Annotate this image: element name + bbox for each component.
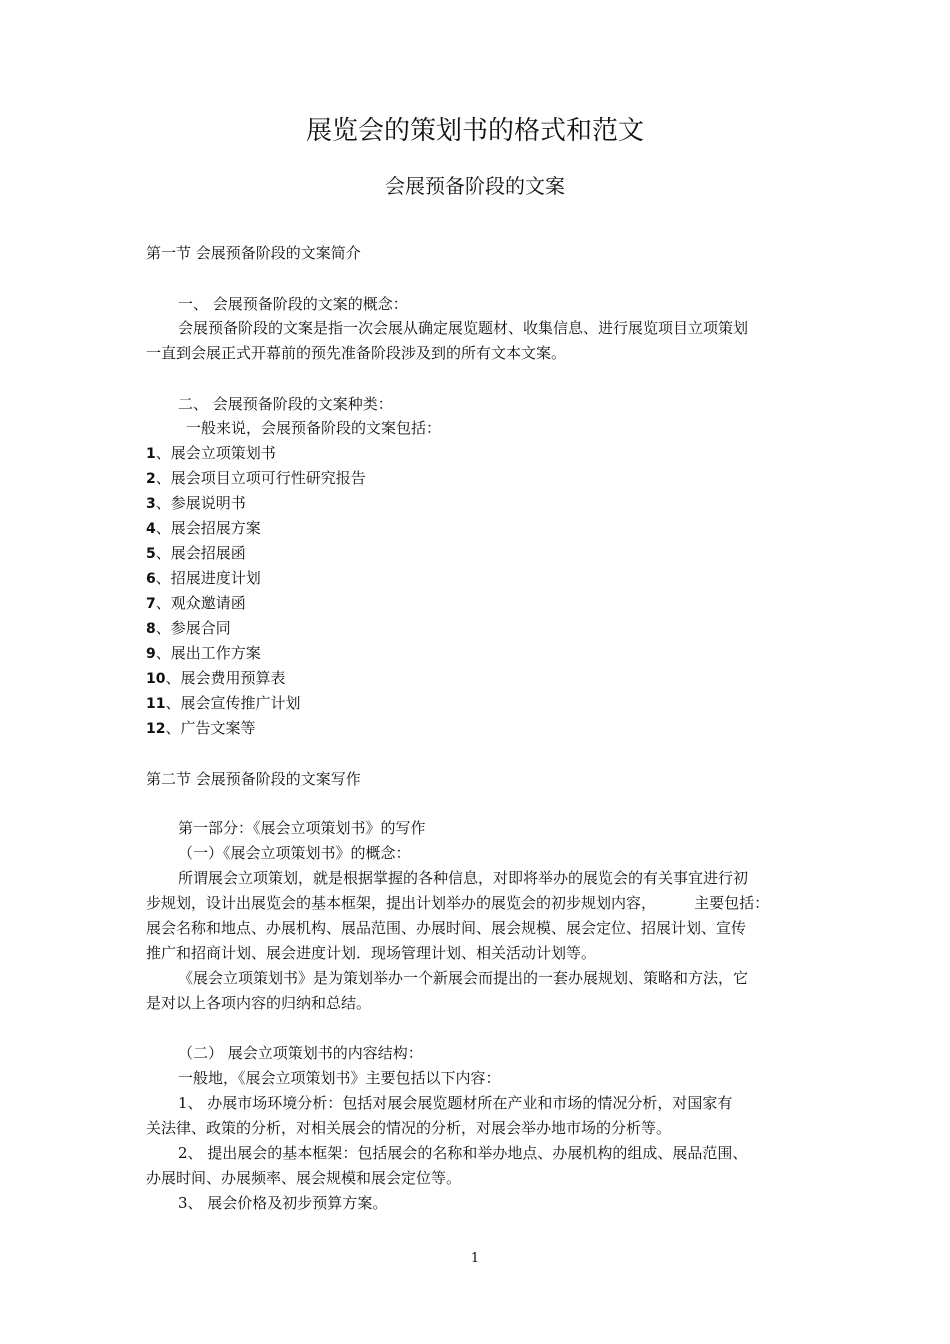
paragraph-line: 《展会立项策划书》是为策划举办一个新展会而提出的一套办展规划、策略和方法，它: [178, 969, 749, 987]
list-item-number: 2: [146, 471, 156, 487]
list-item-number: 5: [146, 546, 156, 562]
page-number: 1: [470, 1251, 480, 1266]
list-item-number: 6: [146, 571, 156, 587]
list-item-text: 、展会费用预算表: [165, 669, 286, 687]
paragraph-line: 关法律、政策的分析，对相关展会的情况的分析，对展会举办地市场的分析等。: [146, 1119, 672, 1137]
paragraph-line: 是对以上各项内容的归纳和总结。: [146, 994, 372, 1012]
paragraph-line: 2、 提出展会的基本框架：包括展会的名称和举办地点、办展机构的组成、展品范围、: [178, 1144, 748, 1162]
list-item-number: 9: [146, 646, 156, 662]
list-item-number: 4: [146, 521, 156, 537]
list-item-text: 、展会宣传推广计划: [165, 694, 301, 712]
list-item: [146, 568, 261, 589]
paragraph-line: 3、 展会价格及初步预算方案。: [178, 1194, 388, 1212]
list-item-text: 、参展说明书: [155, 494, 246, 512]
section-2-part-1-heading: 第一部分：《展会立项策划书》的写作: [178, 819, 426, 837]
list-item-text: 、观众邀请函: [155, 594, 246, 612]
paragraph-line: 1、 办展市场环境分析：包括对展会展览题材所在产业和市场的情况分析，对国家有: [178, 1094, 733, 1112]
list-item: [146, 443, 276, 464]
list-item-text: 、招展进度计划: [155, 569, 261, 587]
list-item-text: 、展会立项策划书: [155, 444, 276, 462]
section-1-part-2-heading: 二、 会展预备阶段的文案种类：: [178, 395, 393, 413]
subsection-1-heading: （一）《展会立项策划书》的概念：: [178, 844, 411, 862]
list-intro: 一般来说，会展预备阶段的文案包括：: [186, 419, 442, 437]
list-item: [146, 643, 261, 664]
paragraph-line: 推广和招商计划、展会进度计划．现场管理计划、相关活动计划等。: [146, 944, 597, 962]
list-item-number: 12: [146, 721, 166, 737]
list-item-text: 、展会招展函: [155, 544, 246, 562]
list-item-number: 3: [146, 496, 156, 512]
list-item-number: 1: [146, 446, 156, 462]
list-item-number: 8: [146, 621, 156, 637]
list-item: [146, 543, 246, 564]
list-item-number: 7: [146, 596, 156, 612]
section-2-heading: 第二节 会展预备阶段的文案写作: [146, 770, 361, 788]
paragraph-line: 一直到会展正式开幕前的预先准备阶段涉及到的所有文本文案。: [146, 344, 567, 362]
section-1-part-1-heading: 一、 会展预备阶段的文案的概念：: [178, 295, 408, 313]
list-item: [146, 518, 261, 539]
list-item: [146, 493, 246, 514]
paragraph-line: 一般地，《展会立项策划书》主要包括以下内容：: [178, 1069, 501, 1087]
list-item-text: 、展出工作方案: [155, 644, 261, 662]
paragraph-line: 会展预备阶段的文案是指一次会展从确定展览题材、收集信息、进行展览项目立项策划: [178, 319, 749, 337]
paragraph-line: 步规划，设计出展览会的基本框架，提出计划举办的展览会的初步规划内容， 主要包括：: [146, 894, 770, 912]
list-item: [146, 593, 246, 614]
list-item-text: 、展会招展方案: [155, 519, 261, 537]
list-item: [146, 668, 286, 689]
list-item-text: 、广告文案等: [165, 719, 256, 737]
paragraph-line: 办展时间、办展频率、展会规模和展会定位等。: [146, 1169, 462, 1187]
list-item-text: 、展会项目立项可行性研究报告: [155, 469, 366, 487]
list-item: [146, 468, 366, 489]
document-title: 展览会的策划书的格式和范文: [305, 116, 644, 146]
list-item: [146, 618, 231, 639]
list-item-number: 10: [146, 671, 166, 687]
section-1-heading: 第一节 会展预备阶段的文案简介: [146, 244, 361, 262]
paragraph-line: 所谓展会立项策划，就是根据掌握的各种信息，对即将举办的展览会的有关事宜进行初: [178, 869, 749, 887]
list-item: [146, 718, 256, 739]
list-item: [146, 693, 301, 714]
document-subtitle: 会展预备阶段的文案: [385, 174, 565, 198]
subsection-2-heading: （二） 展会立项策划书的内容结构：: [178, 1044, 423, 1062]
list-item-text: 、参展合同: [155, 619, 231, 637]
paragraph-line: 展会名称和地点、办展机构、展品范围、办展时间、展会规模、展会定位、招展计划、宣传: [146, 919, 747, 937]
list-item-number: 11: [146, 696, 166, 712]
